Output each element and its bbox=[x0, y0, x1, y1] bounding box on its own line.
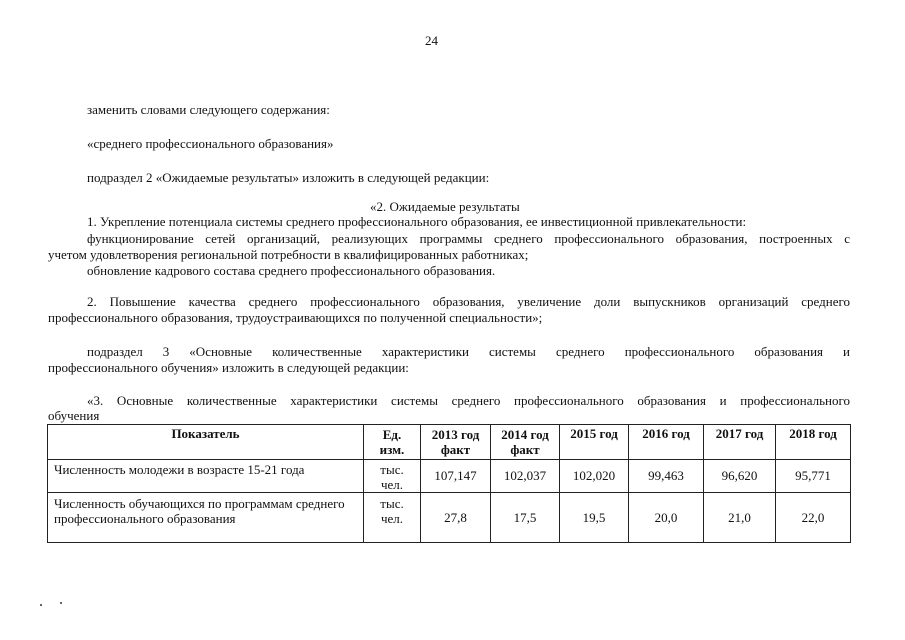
row-unit: тыс. чел. bbox=[364, 460, 421, 493]
list-item-2-line2: профессионального образования, трудоустраивающихся по полученной специальности»; bbox=[48, 310, 543, 325]
row-name: Численность обучающихся по программам среднего профессионального образования bbox=[48, 493, 364, 543]
cell-2014: 17,5 bbox=[491, 493, 560, 543]
header-2014: 2014 год факт bbox=[491, 425, 560, 460]
paragraph-subsection-3-instruction-line2: профессионального обучения» изложить в следующей редакции: bbox=[48, 360, 409, 375]
row-unit: тыс. чел. bbox=[364, 493, 421, 543]
section-title-expected-results: «2. Ожидаемые результаты bbox=[370, 199, 520, 214]
table-row bbox=[48, 460, 851, 493]
cell-2017: 21,0 bbox=[704, 493, 776, 543]
paragraph-subsection-2-instruction: подраздел 2 «Ожидаемые результаты» изложить в следующей редакции: bbox=[87, 170, 490, 185]
header-2018: 2018 год bbox=[776, 425, 851, 460]
paragraph-subsection-3-instruction-line1: подраздел 3 «Основные количественные характеристики системы среднего профессионального образования и bbox=[87, 344, 850, 359]
cell-2016: 20,0 bbox=[629, 493, 704, 543]
paragraph-replace-words: заменить словами следующего содержания: bbox=[87, 102, 330, 117]
list-item-1-sub1-line1: функционирование сетей организаций, реализующих программы среднего профессионального образования, построенных с bbox=[87, 231, 850, 246]
list-item-1: 1. Укрепление потенциала системы среднего профессионального образования, ее инвестиционной привлекательности: bbox=[87, 214, 747, 229]
paragraph-quoted-phrase: «среднего профессионального образования» bbox=[87, 136, 334, 151]
cell-2015: 19,5 bbox=[560, 493, 629, 543]
list-item-1-sub1-line2: учетом удовлетворения региональной потребности в квалифицированных работниках; bbox=[48, 247, 529, 262]
cell-2014: 102,037 bbox=[491, 460, 560, 493]
header-2017: 2017 год bbox=[704, 425, 776, 460]
cell-2017: 96,620 bbox=[704, 460, 776, 493]
cell-2015: 102,020 bbox=[560, 460, 629, 493]
scan-speck bbox=[40, 604, 42, 606]
cell-2016: 99,463 bbox=[629, 460, 704, 493]
header-2013: 2013 год факт bbox=[421, 425, 491, 460]
scan-speck bbox=[60, 602, 62, 604]
header-unit: Ед. изм. bbox=[364, 425, 421, 460]
table-header-row bbox=[48, 425, 851, 460]
list-item-1-sub2: обновление кадрового состава среднего профессионального образования. bbox=[87, 263, 496, 278]
table-title-line2: обучения bbox=[48, 408, 100, 423]
table-title-line1: «3. Основные количественные характеристики системы среднего профессионального образования и профессионального bbox=[87, 393, 850, 408]
cell-2013: 107,147 bbox=[421, 460, 491, 493]
header-2016: 2016 год bbox=[629, 425, 704, 460]
cell-2018: 95,771 bbox=[776, 460, 851, 493]
cell-2018: 22,0 bbox=[776, 493, 851, 543]
row-name: Численность молодежи в возрасте 15-21 года bbox=[48, 460, 364, 493]
indicators-table bbox=[47, 424, 851, 543]
cell-2013: 27,8 bbox=[421, 493, 491, 543]
table-row bbox=[48, 493, 851, 543]
header-2015: 2015 год bbox=[560, 425, 629, 460]
page-number: 24 bbox=[425, 33, 438, 48]
header-indicator: Показатель bbox=[48, 425, 364, 460]
list-item-2-line1: 2. Повышение качества среднего профессионального образования, увеличение доли выпускников организаций среднего bbox=[87, 294, 850, 309]
